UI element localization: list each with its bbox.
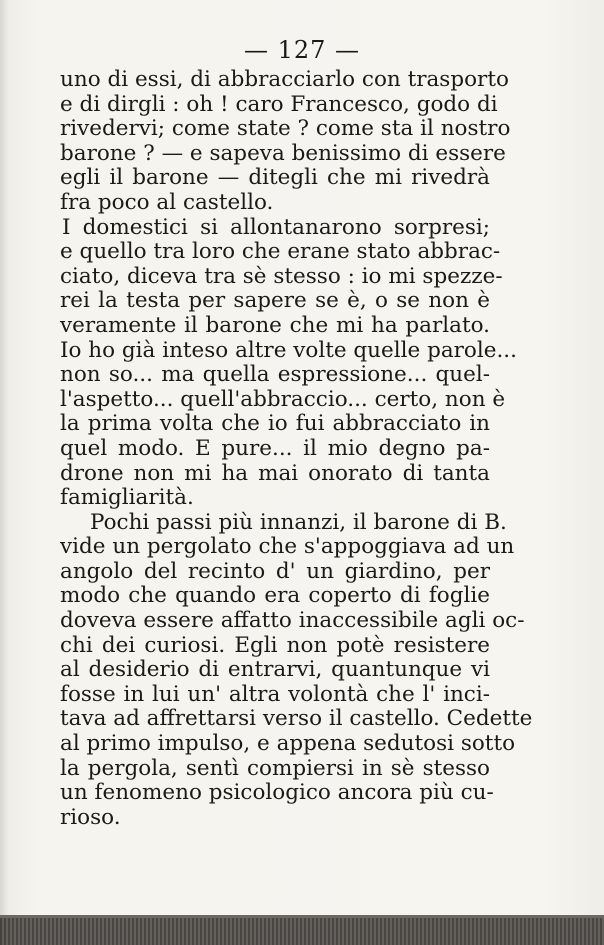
text-line: uno di essi, di abbracciarlo con trasporto [60,67,509,92]
text-line: e quello tra loro che erane stato abbrac- [60,239,501,265]
text-line: barone ? — e sapeva benissimo di essere [60,140,506,166]
page-gutter-shadow [0,0,8,945]
text-line: Pochi passi più innanzi, il barone di B. [90,509,507,535]
text-line: rioso. [60,804,121,830]
text-line: fra poco al castello. [60,189,274,215]
text-line: egli il barone — ditegli che mi rivedrà [60,165,490,191]
text-line: I domestici si allontanarono sorpresi; [62,214,490,240]
text-line: fosse in lui un' altra volontà che l' inci- [60,681,490,707]
text-line: la pergola, sentì compiersi in sè stesso [60,755,490,781]
text-line: al desiderio di entrarvi, quantunque vi [60,657,490,683]
text-line: rivedervi; come state ? come sta il nostro [60,116,511,142]
text-line: angolo del recinto d' un giardino, per [60,558,490,584]
text-line: veramente il barone che mi ha parlato. [60,312,490,338]
text-line: rei la testa per sapere se è, o se non è [60,288,490,314]
text-line: Io ho già inteso altre volte quelle parole... [60,337,517,363]
text-line: e di dirgli : oh ! caro Francesco, godo di [60,91,498,117]
text-line: la prima volta che io fui abbracciato in [60,411,490,437]
text-line: non so... ma quella espressione... quel- [60,362,490,388]
text-line: l'aspetto... quell'abbraccio... certo, non è [60,386,506,412]
text-line: tava ad affrettarsi verso il castello. Cedette [60,706,533,732]
text-line: chi dei curiosi. Egli non potè resistere [60,632,490,658]
text-line: vide un pergolato che s'appoggiava ad un [60,534,515,560]
text-line: doveva essere affatto inaccessibile agli oc- [60,608,525,634]
page-bottom-edge [0,918,604,945]
text-line: drone non mi ha mai onorato di tanta [60,460,490,486]
text-line: al primo impulso, e appena sedutosi sotto [60,731,516,757]
text-line: un fenomeno psicologico ancora più cu- [60,780,494,806]
text-line: quel modo. E pure... il mio degno pa- [60,435,490,461]
body-text [60,67,533,830]
text-line: famigliarità. [60,485,194,511]
text-line: modo che quando era coperto di foglie [60,583,490,609]
page-number: — 127 — [243,36,361,64]
text-line: ciato, diceva tra sè stesso : io mi spezze- [60,263,503,289]
